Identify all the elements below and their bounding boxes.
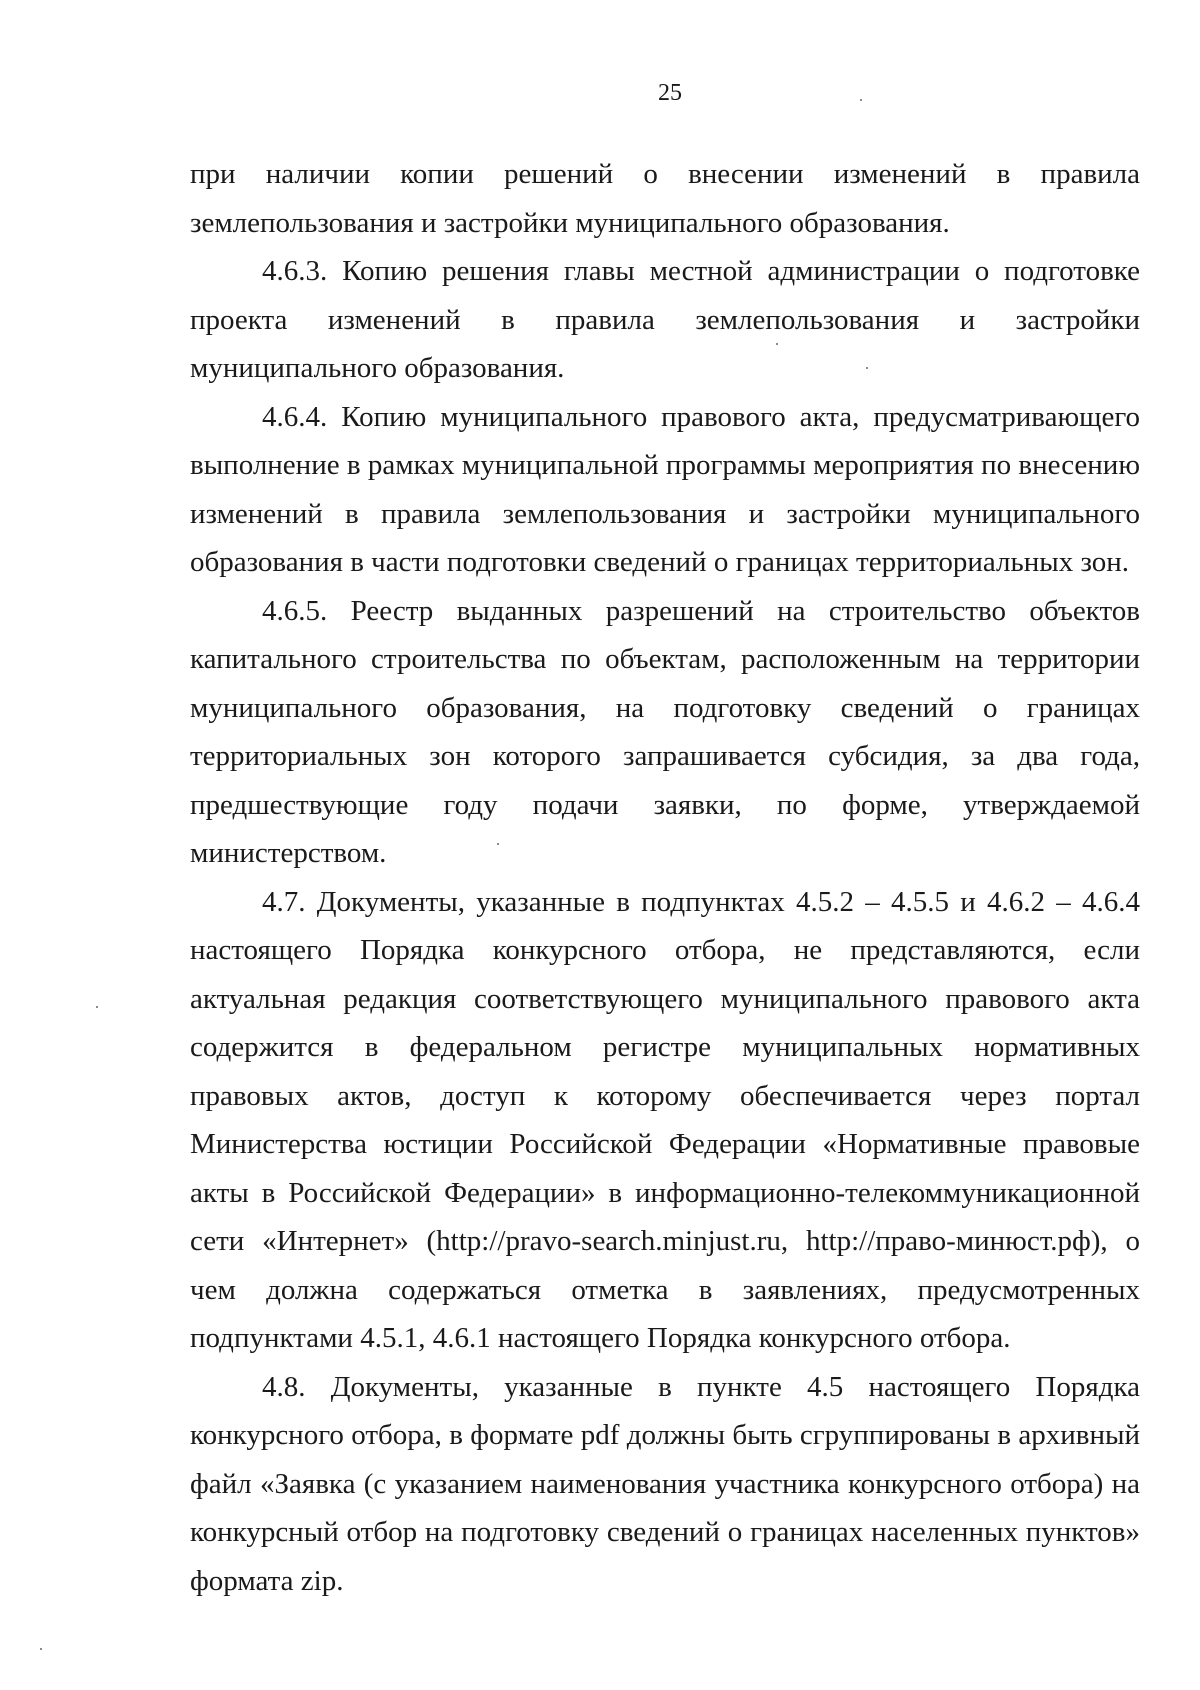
- scan-speck: [860, 99, 862, 101]
- document-body: [190, 150, 1140, 1605]
- paragraph-4-8: 4.8. Документы, указанные в пункте 4.5 настоящего Порядка конкурсного отбора, в формате pdf должны быть сгруппированы в архивный файл «Заявка (с указанием наименования участника конкурсного отбора) на конкурсный отбор на подготовку сведений о границах населенных пунктов» формата zip.: [190, 1370, 1140, 1597]
- scan-speck: [866, 367, 868, 369]
- page-number: 25: [658, 80, 682, 106]
- paragraph-4-7: 4.7. Документы, указанные в подпунктах 4.5.2 – 4.5.5 и 4.6.2 – 4.6.4 настоящего Порядка конкурсного отбора, не представляются, если актуальная редакция соответствующего муниципального правового акта содержится в федеральном регистре муниципальных нормативных правовых актов, доступ к которому обеспечивается через портал Министерства юстиции Российской Федерации «Нормативные правовые акты в Российской Федерации» в информационно-телекоммуникационной сети «Интернет» (http://pravo-search.minjust.ru, http://право-минюст.рф), о чем должна содержаться отметка в заявлениях, предусмотренных подпунктами 4.5.1, 4.6.1 настоящего Порядка конкурсного отбора.: [190, 885, 1140, 1354]
- paragraph-4-6-4: 4.6.4. Копию муниципального правового акта, предусматривающего выполнение в рамках муниципальной программы мероприятия по внесению изменений в правила землепользования и застройки муниципального образования в части подготовки сведений о границах территориальных зон.: [190, 400, 1140, 578]
- paragraph-4-6-3: 4.6.3. Копию решения главы местной администрации о подготовке проекта изменений в правила землепользования и застройки муниципального образования.: [190, 255, 1140, 384]
- scan-speck: [497, 843, 499, 845]
- scan-speck: [776, 343, 778, 345]
- paragraph-continuation: при наличии копии решений о внесении изменений в правила землепользования и застройки муниципального образования.: [190, 158, 1140, 239]
- scan-speck: [96, 1006, 98, 1008]
- scan-speck: [40, 1648, 42, 1650]
- paragraph-4-6-5: 4.6.5. Реестр выданных разрешений на строительство объектов капитального строительства по объектам, расположенным на территории муниципального образования, на подготовку сведений о границах территориальных зон которого запрашивается субсидия, за два года, предшествующие году подачи заявки, по форме, утверждаемой министерством.: [190, 594, 1140, 869]
